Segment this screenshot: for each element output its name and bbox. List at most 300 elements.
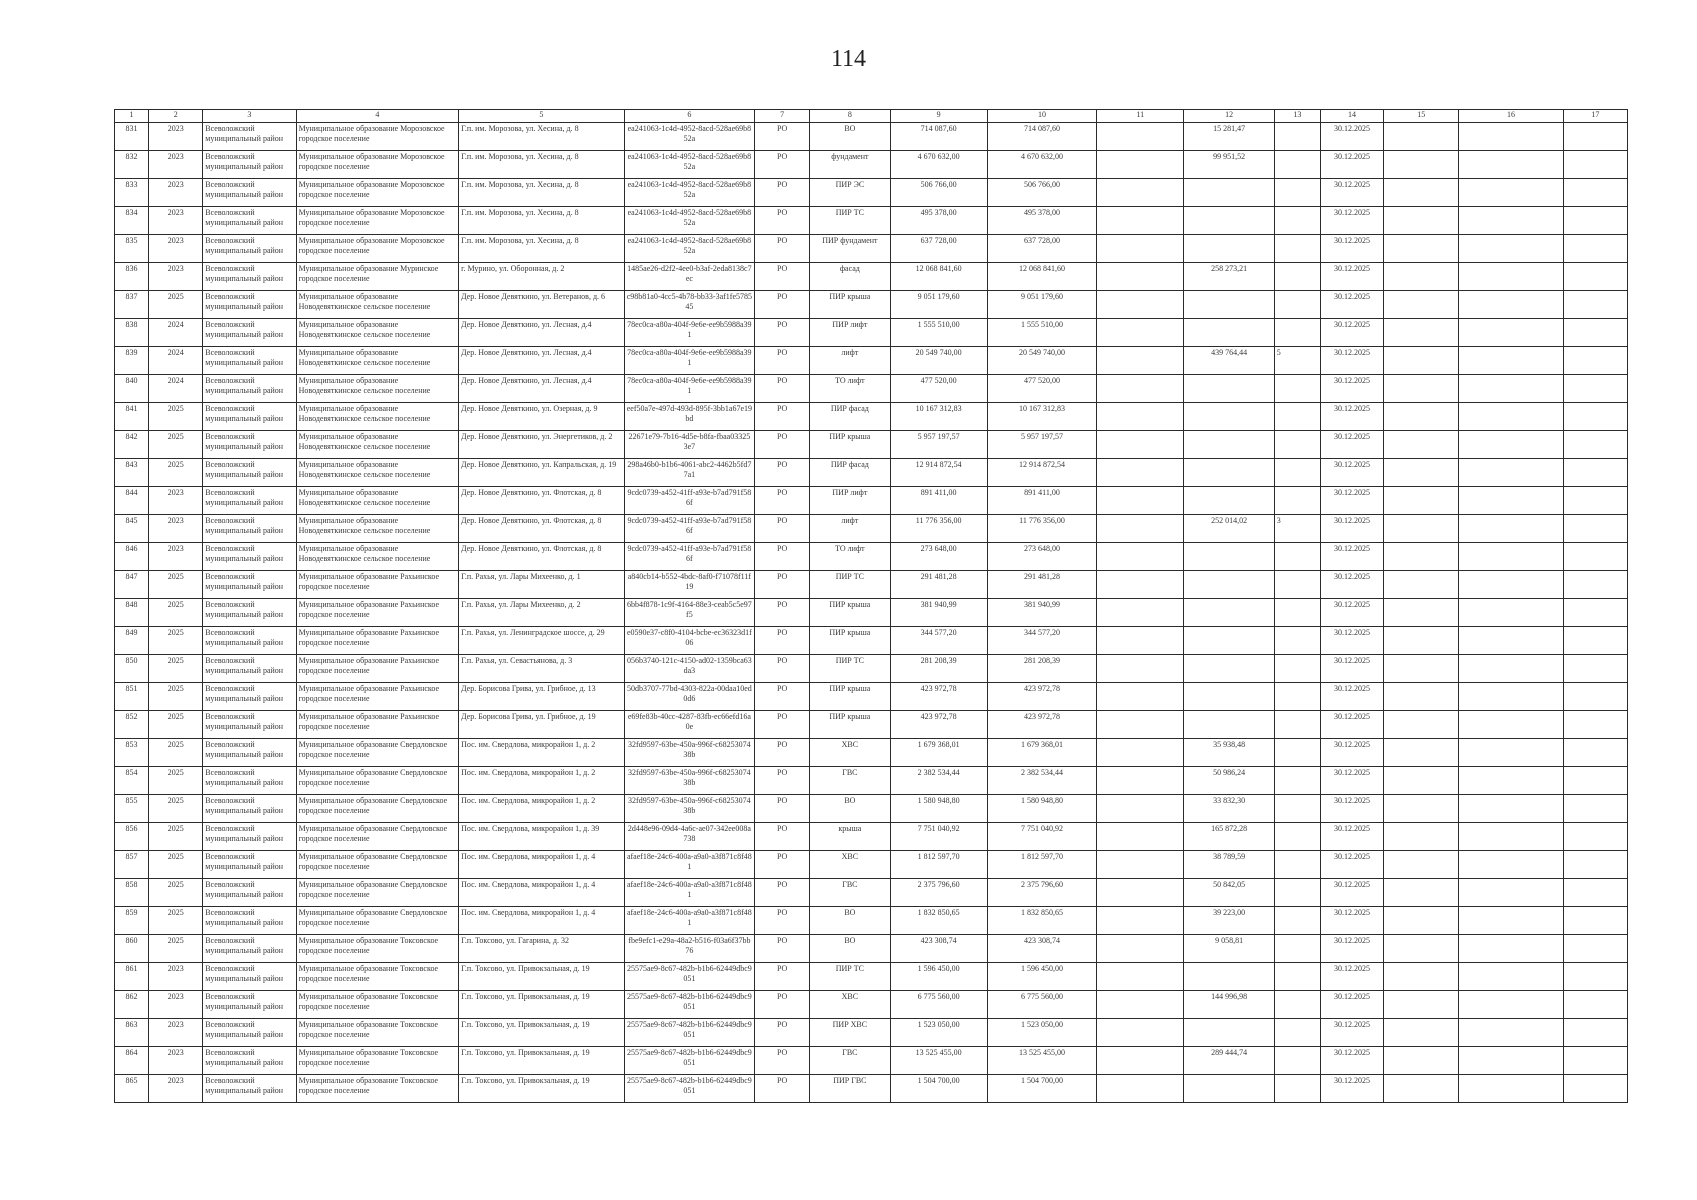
cell-cost-total: 291 481,28 [890,571,987,599]
cell-col-17 [1563,487,1627,515]
cell-municipality: Муниципальное образование Муринское городское поселение [296,263,459,291]
column-header-4: 4 [296,110,459,123]
cell-year: 2025 [149,935,203,963]
cell-col-11 [1097,571,1184,599]
cell-work-type: ПИР крыша [810,599,890,627]
cell-col-13 [1274,739,1320,767]
cell-cost-fund: 273 648,00 [987,543,1096,571]
cell-col-15 [1384,711,1459,739]
cell-col-15 [1384,403,1459,431]
cell-col-16 [1459,767,1563,795]
cell-deadline: 30.12.2025 [1320,291,1383,319]
cell-cost-fund: 1 812 597,70 [987,851,1096,879]
cell-cost-fund: 423 972,78 [987,683,1096,711]
cell-col-12: 165 872,28 [1184,823,1274,851]
cell-col-13: 3 [1274,515,1320,543]
cell-district: Всеволожский муниципальный район [203,739,296,767]
table-header [115,110,1628,123]
cell-work-type: лифт [810,347,890,375]
cell-row-number: 852 [115,711,149,739]
cell-program: РО [755,263,810,291]
cell-col-17 [1563,291,1627,319]
cell-municipality: Муниципальное образование Свердловское городское поселение [296,907,459,935]
table-row [115,403,1628,431]
cell-address: Дер. Новое Девяткино, ул. Лесная, д.4 [459,375,625,403]
cell-year: 2025 [149,907,203,935]
cell-house-guid: 78ec0ca-a80a-404f-9e6e-ee9b5988a391 [624,319,754,347]
cell-row-number: 864 [115,1047,149,1075]
cell-district: Всеволожский муниципальный район [203,431,296,459]
cell-program: РО [755,879,810,907]
cell-municipality: Муниципальное образование Новодевяткинское сельское поселение [296,431,459,459]
cell-municipality: Муниципальное образование Свердловское городское поселение [296,795,459,823]
cell-col-13 [1274,991,1320,1019]
table-row [115,767,1628,795]
cell-municipality: Муниципальное образование Рахьинское городское поселение [296,655,459,683]
cell-col-16 [1459,123,1563,151]
cell-col-13 [1274,907,1320,935]
cell-municipality: Муниципальное образование Новодевяткинское сельское поселение [296,319,459,347]
cell-municipality: Муниципальное образование Свердловское городское поселение [296,879,459,907]
cell-col-12 [1184,319,1274,347]
cell-program: РО [755,291,810,319]
cell-col-16 [1459,291,1563,319]
cell-cost-total: 12 068 841,60 [890,263,987,291]
cell-cost-total: 381 940,99 [890,599,987,627]
cell-cost-fund: 2 375 796,60 [987,879,1096,907]
cell-col-13 [1274,711,1320,739]
cell-municipality: Муниципальное образование Токсовское городское поселение [296,991,459,1019]
cell-col-13 [1274,823,1320,851]
cell-year: 2023 [149,963,203,991]
cell-program: РО [755,235,810,263]
cell-program: РО [755,487,810,515]
cell-year: 2023 [149,207,203,235]
cell-program: РО [755,991,810,1019]
cell-col-15 [1384,823,1459,851]
cell-cost-fund: 1 555 510,00 [987,319,1096,347]
cell-col-15 [1384,487,1459,515]
cell-col-11 [1097,599,1184,627]
cell-cost-fund: 13 525 455,00 [987,1047,1096,1075]
cell-col-17 [1563,711,1627,739]
cell-col-16 [1459,683,1563,711]
cell-address: Дер. Новое Девяткино, ул. Флотская, д. 8 [459,515,625,543]
cell-col-16 [1459,963,1563,991]
cell-cost-fund: 5 957 197,57 [987,431,1096,459]
cell-col-12: 33 832,30 [1184,795,1274,823]
cell-house-guid: 32fd9597-63be-450a-996f-c6825307438b [624,767,754,795]
cell-col-11 [1097,179,1184,207]
cell-house-guid: afaef18e-24c6-400a-a9a0-a3f871c8f481 [624,879,754,907]
cell-deadline: 30.12.2025 [1320,151,1383,179]
cell-col-11 [1097,795,1184,823]
cell-year: 2025 [149,823,203,851]
cell-col-12 [1184,543,1274,571]
cell-deadline: 30.12.2025 [1320,907,1383,935]
cell-col-13 [1274,851,1320,879]
cell-col-17 [1563,935,1627,963]
cell-program: РО [755,1047,810,1075]
cell-work-type: ХВС [810,991,890,1019]
cell-deadline: 30.12.2025 [1320,235,1383,263]
cell-col-11 [1097,235,1184,263]
cell-col-13 [1274,459,1320,487]
cell-address: Г.п. им. Морозова, ул. Хесина, д. 8 [459,179,625,207]
cell-program: РО [755,711,810,739]
cell-program: РО [755,207,810,235]
cell-cost-fund: 10 167 312,83 [987,403,1096,431]
cell-municipality: Муниципальное образование Новодевяткинское сельское поселение [296,347,459,375]
cell-col-15 [1384,263,1459,291]
cell-col-16 [1459,935,1563,963]
cell-cost-total: 12 914 872,54 [890,459,987,487]
cell-cost-fund: 9 051 179,60 [987,291,1096,319]
cell-house-guid: 2d448e96-09d4-4a6c-ae07-342ee008a738 [624,823,754,851]
cell-program: РО [755,459,810,487]
cell-district: Всеволожский муниципальный район [203,935,296,963]
cell-program: РО [755,767,810,795]
cell-col-11 [1097,403,1184,431]
cell-address: Г.п. им. Морозова, ул. Хесина, д. 8 [459,123,625,151]
cell-address: Пос. им. Свердлова, микрорайон 1, д. 4 [459,907,625,935]
cell-col-13 [1274,235,1320,263]
cell-col-11 [1097,431,1184,459]
cell-cost-total: 2 375 796,60 [890,879,987,907]
cell-col-15 [1384,235,1459,263]
cell-col-13 [1274,151,1320,179]
cell-program: РО [755,1019,810,1047]
cell-address: Г.п. Токсово, ул. Привокзальная, д. 19 [459,991,625,1019]
table-row [115,683,1628,711]
cell-year: 2023 [149,1019,203,1047]
cell-col-16 [1459,599,1563,627]
column-header-13: 13 [1274,110,1320,123]
cell-row-number: 846 [115,543,149,571]
cell-year: 2025 [149,879,203,907]
cell-col-11 [1097,515,1184,543]
cell-col-11 [1097,291,1184,319]
cell-house-guid: 25575ae9-8c67-482b-b1b6-62449dbc9051 [624,991,754,1019]
cell-cost-total: 1 596 450,00 [890,963,987,991]
cell-col-15 [1384,291,1459,319]
cell-cost-total: 281 208,39 [890,655,987,683]
cell-col-15 [1384,543,1459,571]
cell-col-16 [1459,235,1563,263]
cell-col-16 [1459,795,1563,823]
cell-district: Всеволожский муниципальный район [203,1047,296,1075]
cell-municipality: Муниципальное образование Новодевяткинское сельское поселение [296,375,459,403]
cell-col-11 [1097,907,1184,935]
cell-row-number: 832 [115,151,149,179]
cell-district: Всеволожский муниципальный район [203,179,296,207]
cell-work-type: ПИР ТС [810,655,890,683]
cell-house-guid: e0590e37-c8f0-4104-bcbe-ec36323d1f06 [624,627,754,655]
cell-work-type: ПИР ЭС [810,179,890,207]
cell-deadline: 30.12.2025 [1320,879,1383,907]
column-header-17: 17 [1563,110,1627,123]
cell-cost-total: 5 957 197,57 [890,431,987,459]
table-row [115,347,1628,375]
cell-program: РО [755,543,810,571]
cell-work-type: фундамент [810,151,890,179]
cell-col-12 [1184,207,1274,235]
table-row [115,151,1628,179]
cell-address: г. Мурино, ул. Оборонная, д. 2 [459,263,625,291]
cell-house-guid: a840cb14-b552-4bdc-8af0-f71078f11f19 [624,571,754,599]
cell-address: Пос. им. Свердлова, микрорайон 1, д. 2 [459,739,625,767]
cell-col-17 [1563,739,1627,767]
table-row [115,179,1628,207]
cell-district: Всеволожский муниципальный район [203,151,296,179]
cell-col-17 [1563,767,1627,795]
cell-col-12: 144 996,98 [1184,991,1274,1019]
cell-col-17 [1563,1019,1627,1047]
cell-program: РО [755,627,810,655]
cell-municipality: Муниципальное образование Свердловское городское поселение [296,739,459,767]
cell-col-15 [1384,515,1459,543]
cell-cost-total: 344 577,20 [890,627,987,655]
cell-cost-fund: 6 775 560,00 [987,991,1096,1019]
cell-col-17 [1563,179,1627,207]
cell-cost-fund: 637 728,00 [987,235,1096,263]
cell-col-12 [1184,431,1274,459]
cell-deadline: 30.12.2025 [1320,1047,1383,1075]
cell-col-13 [1274,655,1320,683]
cell-col-16 [1459,151,1563,179]
cell-deadline: 30.12.2025 [1320,571,1383,599]
cell-cost-fund: 381 940,99 [987,599,1096,627]
cell-row-number: 858 [115,879,149,907]
cell-row-number: 839 [115,347,149,375]
cell-col-12 [1184,179,1274,207]
cell-col-16 [1459,627,1563,655]
table-row [115,263,1628,291]
page-number: 114 [830,46,867,72]
cell-work-type: ВО [810,795,890,823]
cell-deadline: 30.12.2025 [1320,207,1383,235]
cell-cost-total: 637 728,00 [890,235,987,263]
cell-col-12: 39 223,00 [1184,907,1274,935]
cell-row-number: 840 [115,375,149,403]
cell-year: 2024 [149,319,203,347]
cell-cost-total: 2 382 534,44 [890,767,987,795]
cell-district: Всеволожский муниципальный район [203,795,296,823]
cell-deadline: 30.12.2025 [1320,711,1383,739]
cell-col-11 [1097,459,1184,487]
cell-year: 2023 [149,123,203,151]
cell-deadline: 30.12.2025 [1320,1075,1383,1103]
column-header-7: 7 [755,110,810,123]
table-row [115,599,1628,627]
cell-cost-fund: 423 308,74 [987,935,1096,963]
cell-row-number: 860 [115,935,149,963]
cell-address: Дер. Новое Девяткино, ул. Энергетиков, д. 2 [459,431,625,459]
cell-year: 2025 [149,403,203,431]
table-row [115,851,1628,879]
cell-district: Всеволожский муниципальный район [203,347,296,375]
cell-row-number: 856 [115,823,149,851]
table-row [115,907,1628,935]
cell-address: Дер. Новое Девяткино, ул. Флотская, д. 8 [459,543,625,571]
cell-address: Г.п. Рахья, ул. Лары Михеенко, д. 2 [459,599,625,627]
cell-cost-total: 1 555 510,00 [890,319,987,347]
column-header-11: 11 [1097,110,1184,123]
cell-year: 2025 [149,599,203,627]
cell-col-13 [1274,319,1320,347]
cell-col-16 [1459,711,1563,739]
cell-district: Всеволожский муниципальный район [203,515,296,543]
cell-cost-fund: 1 580 948,80 [987,795,1096,823]
cell-work-type: ТО лифт [810,543,890,571]
cell-municipality: Муниципальное образование Новодевяткинское сельское поселение [296,543,459,571]
cell-col-12 [1184,627,1274,655]
cell-cost-fund: 495 378,00 [987,207,1096,235]
cell-district: Всеволожский муниципальный район [203,599,296,627]
table-row [115,459,1628,487]
cell-col-16 [1459,1075,1563,1103]
cell-col-12 [1184,487,1274,515]
cell-col-15 [1384,1075,1459,1103]
cell-municipality: Муниципальное образование Токсовское городское поселение [296,1019,459,1047]
cell-district: Всеволожский муниципальный район [203,543,296,571]
cell-deadline: 30.12.2025 [1320,991,1383,1019]
cell-work-type: ГВС [810,1047,890,1075]
cell-col-17 [1563,879,1627,907]
cell-col-12 [1184,459,1274,487]
cell-address: Дер. Борисова Грива, ул. Грибное, д. 13 [459,683,625,711]
cell-address: Г.п. Токсово, ул. Привокзальная, д. 19 [459,1019,625,1047]
cell-house-guid: 056b3740-121c-4150-ad02-1359bca63da3 [624,655,754,683]
cell-col-12: 35 938,48 [1184,739,1274,767]
cell-col-16 [1459,319,1563,347]
cell-work-type: ПИР крыша [810,431,890,459]
cell-row-number: 855 [115,795,149,823]
cell-municipality: Муниципальное образование Морозовское городское поселение [296,207,459,235]
cell-col-12: 99 951,52 [1184,151,1274,179]
cell-col-13 [1274,543,1320,571]
cell-work-type: ПИР крыша [810,627,890,655]
cell-year: 2023 [149,515,203,543]
cell-col-11 [1097,655,1184,683]
cell-col-11 [1097,935,1184,963]
cell-year: 2025 [149,459,203,487]
cell-col-13 [1274,375,1320,403]
cell-house-guid: 1485ae26-d2f2-4ee0-b3af-2eda8138c7ec [624,263,754,291]
cell-row-number: 859 [115,907,149,935]
cell-col-12: 50 986,24 [1184,767,1274,795]
cell-col-15 [1384,431,1459,459]
table-body [115,123,1628,1103]
cell-col-13 [1274,207,1320,235]
cell-cost-total: 506 766,00 [890,179,987,207]
cell-address: Дер. Новое Девяткино, ул. Лесная, д.4 [459,319,625,347]
column-header-10: 10 [987,110,1096,123]
cell-cost-total: 891 411,00 [890,487,987,515]
cell-col-12: 50 842,05 [1184,879,1274,907]
cell-year: 2023 [149,487,203,515]
cell-district: Всеволожский муниципальный район [203,1075,296,1103]
cell-col-17 [1563,823,1627,851]
cell-col-13 [1274,571,1320,599]
cell-col-16 [1459,403,1563,431]
cell-deadline: 30.12.2025 [1320,795,1383,823]
cell-cost-fund: 1 679 368,01 [987,739,1096,767]
cell-house-guid: ea241063-1c4d-4952-8acd-528ae69b852a [624,179,754,207]
cell-cost-fund: 477 520,00 [987,375,1096,403]
cell-deadline: 30.12.2025 [1320,459,1383,487]
cell-col-11 [1097,375,1184,403]
cell-cost-fund: 423 972,78 [987,711,1096,739]
cell-district: Всеволожский муниципальный район [203,879,296,907]
cell-col-15 [1384,459,1459,487]
cell-district: Всеволожский муниципальный район [203,907,296,935]
cell-year: 2023 [149,151,203,179]
cell-col-17 [1563,515,1627,543]
cell-row-number: 834 [115,207,149,235]
cell-col-11 [1097,151,1184,179]
cell-row-number: 844 [115,487,149,515]
cell-district: Всеволожский муниципальный район [203,963,296,991]
cell-col-13 [1274,403,1320,431]
cell-col-15 [1384,1019,1459,1047]
cell-deadline: 30.12.2025 [1320,431,1383,459]
cell-col-11 [1097,879,1184,907]
cell-cost-total: 1 812 597,70 [890,851,987,879]
cell-col-17 [1563,403,1627,431]
cell-col-17 [1563,655,1627,683]
cell-work-type: ХВС [810,851,890,879]
cell-col-12: 439 764,44 [1184,347,1274,375]
cell-col-12 [1184,963,1274,991]
cell-municipality: Муниципальное образование Новодевяткинское сельское поселение [296,459,459,487]
table-row [115,487,1628,515]
cell-col-17 [1563,907,1627,935]
table-row [115,235,1628,263]
cell-col-11 [1097,823,1184,851]
cell-deadline: 30.12.2025 [1320,403,1383,431]
cell-house-guid: 9cdc0739-a452-41ff-a93e-b7ad791f586f [624,487,754,515]
cell-col-11 [1097,319,1184,347]
cell-deadline: 30.12.2025 [1320,123,1383,151]
cell-cost-fund: 11 776 356,00 [987,515,1096,543]
cell-col-13 [1274,431,1320,459]
cell-col-17 [1563,347,1627,375]
cell-cost-total: 1 832 850,65 [890,907,987,935]
cell-col-12: 289 444,74 [1184,1047,1274,1075]
cell-address: Г.п. Токсово, ул. Гагарина, д. 32 [459,935,625,963]
cell-cost-fund: 506 766,00 [987,179,1096,207]
cell-work-type: ГВС [810,767,890,795]
table-row [115,207,1628,235]
table-row [115,123,1628,151]
cell-year: 2023 [149,263,203,291]
cell-house-guid: c98b81a0-4cc5-4b78-bb33-3af1fe578545 [624,291,754,319]
cell-col-12: 9 058,81 [1184,935,1274,963]
cell-col-17 [1563,543,1627,571]
cell-col-12 [1184,403,1274,431]
cell-program: РО [755,599,810,627]
cell-address: Г.п. им. Морозова, ул. Хесина, д. 8 [459,235,625,263]
cell-cost-total: 9 051 179,60 [890,291,987,319]
cell-col-11 [1097,263,1184,291]
cell-col-13 [1274,683,1320,711]
cell-house-guid: 32fd9597-63be-450a-996f-c6825307438b [624,739,754,767]
column-header-6: 6 [624,110,754,123]
cell-district: Всеволожский муниципальный район [203,627,296,655]
cell-row-number: 849 [115,627,149,655]
cell-cost-fund: 291 481,28 [987,571,1096,599]
